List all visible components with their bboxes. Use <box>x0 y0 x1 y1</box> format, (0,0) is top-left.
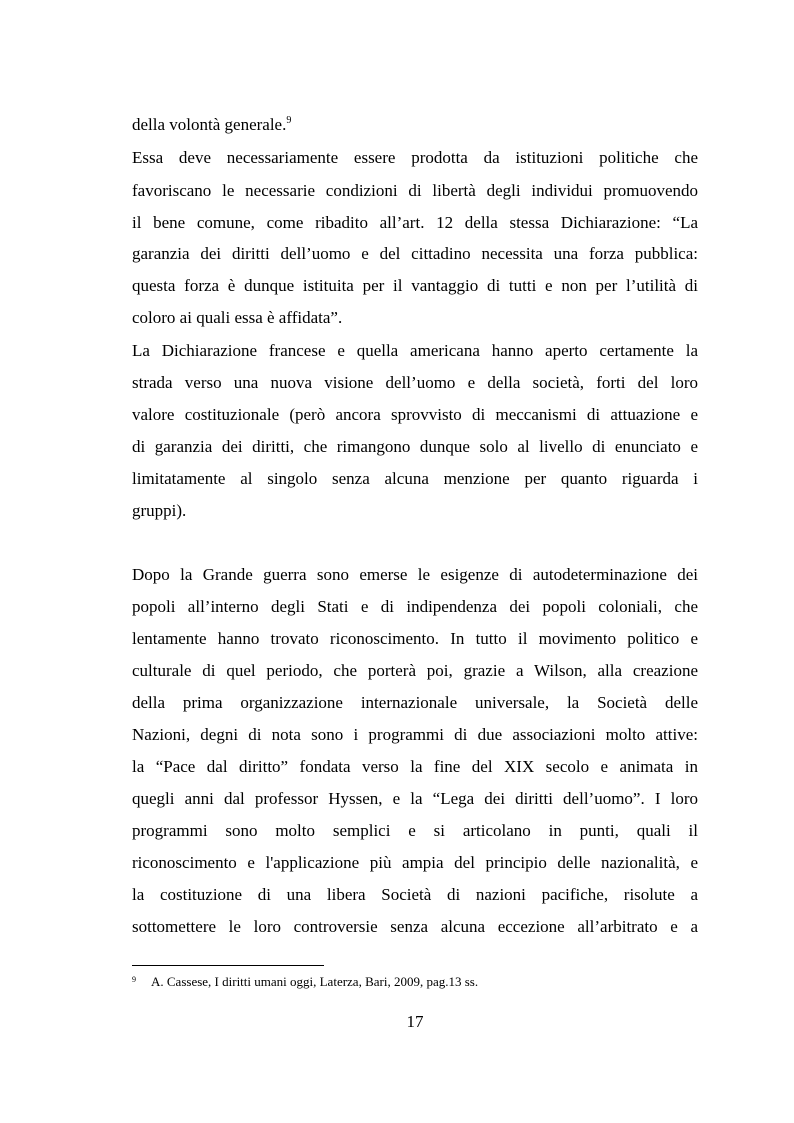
body-text: della volontà generale. <box>132 115 287 134</box>
body-line: della prima organizzazione internazionale universale, la Società delle <box>132 693 698 712</box>
document-page <box>132 0 698 1123</box>
body-line: quegli anni dal professor Hyssen, e la “Lega dei diritti dell’uomo”. I loro <box>132 789 698 808</box>
body-line: La Dichiarazione francese e quella americana hanno aperto certamente la <box>132 341 698 360</box>
body-line: culturale di quel periodo, che porterà poi, grazie a Wilson, alla creazione <box>132 661 698 680</box>
body-line: la costituzione di una libera Società di nazioni pacifiche, risolute a <box>132 885 698 904</box>
body-line: Dopo la Grande guerra sono emerse le esigenze di autodeterminazione dei <box>132 565 698 584</box>
body-line: Nazioni, degni di nota sono i programmi di due associazioni molto attive: <box>132 725 698 744</box>
body-line: programmi sono molto semplici e si articolano in punti, quali il <box>132 821 698 840</box>
body-line: il bene comune, come ribadito all’art. 12 della stessa Dichiarazione: “La <box>132 213 698 232</box>
footnote-text: A. Cassese, I diritti umani oggi, Laterza, Bari, 2009, pag.13 ss. <box>151 974 479 989</box>
footnote-mark: 9 <box>132 975 136 984</box>
body-line: popoli all’interno degli Stati e di indipendenza dei popoli coloniali, che <box>132 597 698 616</box>
body-line: garanzia dei diritti dell’uomo e del cittadino necessita una forza pubblica: <box>132 244 698 263</box>
body-line: riconoscimento e l'applicazione più ampia del principio delle nazionalità, e <box>132 853 698 872</box>
body-line: limitatamente al singolo senza alcuna menzione per quanto riguarda i <box>132 469 698 488</box>
body-line: favoriscano le necessarie condizioni di libertà degli individui promuovendo <box>132 181 698 200</box>
footnote-divider <box>132 965 324 966</box>
footnote <box>132 974 478 990</box>
body-line: valore costituzionale (però ancora sprovvisto di meccanismi di attuazione e <box>132 405 698 424</box>
body-line: la “Pace dal diritto” fondata verso la fine del XIX secolo e animata in <box>132 757 698 776</box>
body-line: gruppi). <box>132 501 187 520</box>
body-line: lentamente hanno trovato riconoscimento. In tutto il movimento politico e <box>132 629 698 648</box>
body-line: sottomettere le loro controversie senza alcuna eccezione all’arbitrato e a <box>132 917 698 936</box>
body-line: strada verso una nuova visione dell’uomo e della società, forti del loro <box>132 373 698 392</box>
page-number: 17 <box>406 1012 424 1031</box>
body-line: di garanzia dei diritti, che rimangono dunque solo al livello di enunciato e <box>132 437 698 456</box>
footnote-reference: 9 <box>286 115 292 126</box>
body-line <box>132 115 698 135</box>
body-line: Essa deve necessariamente essere prodotta da istituzioni politiche che <box>132 148 698 167</box>
body-line: coloro ai quali essa è affidata”. <box>132 308 343 327</box>
body-line: questa forza è dunque istituita per il vantaggio di tutti e non per l’utilità di <box>132 276 698 295</box>
